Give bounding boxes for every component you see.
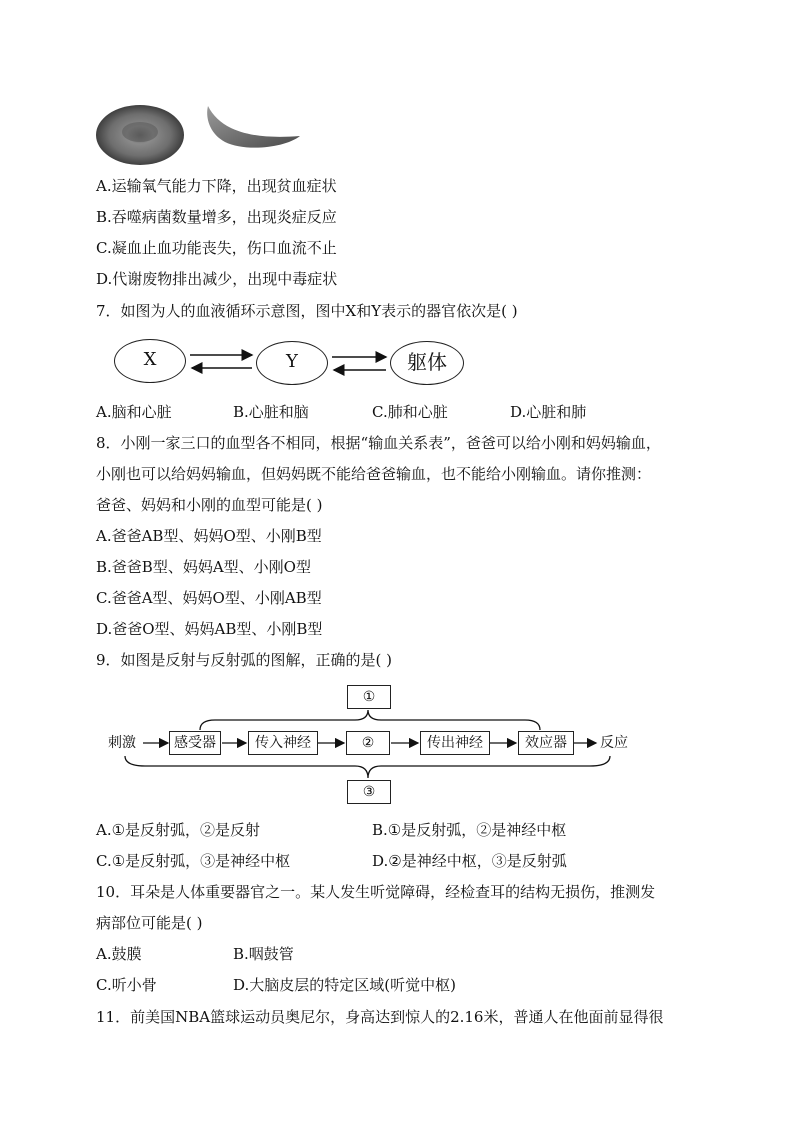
q8-option-d: D.爸爸O型、妈妈AB型、小刚B型 xyxy=(96,620,323,638)
q8-option-c: C.爸爸A型、妈妈O型、小刚AB型 xyxy=(96,589,322,607)
q9-afferent-nerve-box: 传入神经 xyxy=(248,731,318,755)
q8-stem-line-2: 小刚也可以给妈妈输血，但妈妈既不能给爸爸输血，也不能给小刚输血。请你推测： xyxy=(96,465,652,483)
q7-stem: 7．如图为人的血液循环示意图，图中X和Y表示的器官依次是( ) xyxy=(96,302,518,320)
q9-efferent-nerve-box: 传出神经 xyxy=(420,731,490,755)
q9-stem: 9．如图是反射与反射弧的图解，正确的是( ) xyxy=(96,651,393,669)
q11-stem: 11．前美国NBA篮球运动员奥尼尔，身高达到惊人的2.16米，普通人在他面前显得很 xyxy=(96,1008,664,1026)
q10-option-c: C.听小骨 xyxy=(96,976,157,994)
q8-stem-line-1: 8．小刚一家三口的血型各不相同，根据“输血关系表”，爸爸可以给小刚和妈妈输血， xyxy=(96,434,661,452)
q10-option-a: A.鼓膜 xyxy=(96,945,142,963)
q10-stem-line-2: 病部位可能是( ) xyxy=(96,914,203,932)
q10-option-d: D.大脑皮层的特定区域(听觉中枢) xyxy=(233,976,456,994)
q7-option-c: C.肺和心脏 xyxy=(372,403,448,421)
q9-label-3-box: ③ xyxy=(347,780,391,804)
q9-center-box: ② xyxy=(346,731,390,755)
q9-stimulus: 刺激 xyxy=(108,735,136,751)
q8-option-a: A.爸爸AB型、妈妈O型、小刚B型 xyxy=(96,527,322,545)
q6-option-c: C.凝血止血功能丧失，伤口血流不止 xyxy=(96,239,337,257)
q8-option-b: B.爸爸B型、妈妈A型、小刚O型 xyxy=(96,558,311,576)
q6-option-a: A.运输氧气能力下降，出现贫血症状 xyxy=(96,177,337,195)
q9-option-d: D.②是神经中枢，③是反射弧 xyxy=(372,852,567,870)
q9-option-b: B.①是反射弧，②是神经中枢 xyxy=(372,821,567,839)
q10-option-b: B.咽鼓管 xyxy=(233,945,294,963)
q10-stem-line-1: 10．耳朵是人体重要器官之一。某人发生听觉障碍，经检查耳的结构无损伤，推测发 xyxy=(96,883,656,901)
q9-option-c: C.①是反射弧，③是神经中枢 xyxy=(96,852,291,870)
q7-option-a: A.脑和心脏 xyxy=(96,403,172,421)
q9-receptor-box: 感受器 xyxy=(169,731,221,755)
q9-response: 反应 xyxy=(600,735,628,751)
q7-x-label: X xyxy=(143,349,157,370)
q7-option-d: D.心脏和肺 xyxy=(510,403,587,421)
q7-body-label: 躯体 xyxy=(407,350,447,374)
q9-effector-box: 效应器 xyxy=(518,731,574,755)
q7-y-label: Y xyxy=(286,351,298,372)
q9-option-a: A.①是反射弧，②是反射 xyxy=(96,821,261,839)
q8-stem-line-3: 爸爸、妈妈和小刚的血型可能是( ) xyxy=(96,496,323,514)
q6-option-b: B.吞噬病菌数量增多，出现炎症反应 xyxy=(96,208,337,226)
q7-option-b: B.心脏和脑 xyxy=(233,403,309,421)
q9-label-1-box: ① xyxy=(347,685,391,709)
q6-option-d: D.代谢废物排出减少，出现中毒症状 xyxy=(96,270,338,288)
